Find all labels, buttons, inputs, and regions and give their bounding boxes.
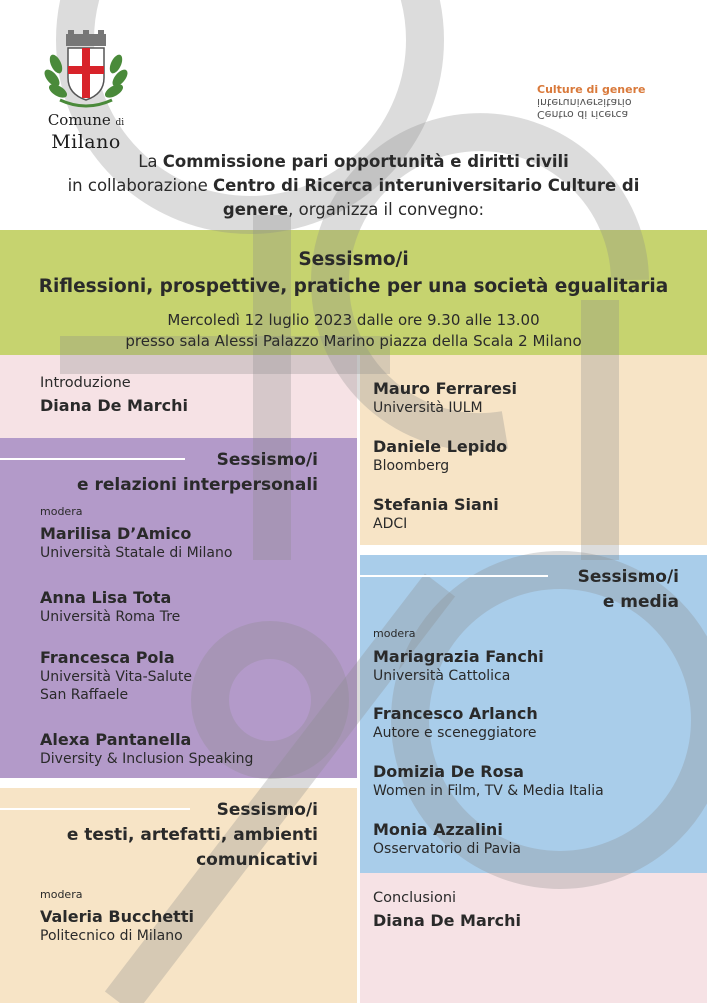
event-title-line1: Sessismo/i	[298, 249, 409, 270]
speaker-affiliation: Osservatorio di Pavia	[373, 841, 521, 857]
intro-l2b: Centro di Ricerca interuniversitario Culture di	[212, 176, 640, 195]
section1-speaker	[40, 588, 180, 626]
intro-l3a: genere	[222, 200, 289, 219]
intro-l3b: , organizza il convegno:	[288, 200, 485, 219]
speaker-affiliation: Women in Film, TV & Media Italia	[373, 783, 604, 799]
cdg-sub1: interuniversitario	[537, 96, 632, 109]
speaker-name: Marilisa D’Amico	[40, 524, 192, 543]
speaker-name: Anna Lisa Tota	[40, 588, 172, 607]
section3-modera: modera	[373, 627, 416, 640]
closing-label: Conclusioni	[373, 890, 457, 906]
section3-title	[373, 565, 679, 615]
speaker-affiliation: Università IULM	[373, 400, 483, 416]
section2-title3: comunicativi	[196, 850, 318, 870]
cdg-sub2: Centro di ricerca	[537, 108, 629, 121]
section3-speaker	[373, 820, 521, 858]
intro-l1b: Commissione pari opportunità e diritti civili	[162, 152, 569, 171]
section3-speaker	[373, 704, 538, 742]
culture-di-genere-logo	[537, 84, 667, 120]
speaker-name: Mauro Ferraresi	[373, 379, 518, 398]
section3-title1: Sessismo/i	[577, 567, 679, 587]
section1-title	[40, 448, 318, 498]
speaker-affiliation: Università Cattolica	[373, 668, 511, 684]
section3-speaker	[373, 647, 544, 685]
intro-l1a: La	[138, 152, 163, 171]
closing	[373, 889, 521, 931]
speaker-name: Domizia De Rosa	[373, 762, 524, 781]
section1-modera: modera	[40, 505, 83, 518]
logo-line1-small: di	[115, 118, 125, 128]
speaker-affiliation: Autore e sceneggiatore	[373, 725, 537, 741]
speaker-name: Monia Azzalini	[373, 820, 503, 839]
speaker-name: Francesco Arlanch	[373, 704, 538, 723]
event-info	[0, 310, 707, 352]
event-place: presso sala Alessi Palazzo Marino piazza della Scala 2 Milano	[125, 332, 582, 350]
opening	[40, 374, 188, 416]
speaker-name: Alexa Pantanella	[40, 730, 192, 749]
section1-moderator-label	[40, 505, 82, 519]
section2-title2: e testi, artefatti, ambienti	[66, 825, 318, 845]
section3-speaker	[373, 762, 604, 800]
section2-modera: modera	[40, 888, 83, 901]
section1-speaker	[40, 730, 253, 768]
section2-title	[40, 798, 318, 873]
opening-label: Introduzione	[40, 375, 131, 391]
speaker-affiliation: Politecnico di Milano	[40, 928, 183, 944]
right-speaker	[373, 437, 507, 475]
section2-title1: Sessismo/i	[216, 800, 318, 820]
speaker-affiliation: Università Statale di Milano	[40, 545, 233, 561]
right-speaker	[373, 379, 517, 417]
section2-moderator-label	[40, 888, 82, 902]
event-date: Mercoledì 12 luglio 2023 dalle ore 9.30 alle 13.00	[167, 311, 540, 329]
speaker-affiliation: Università Vita-Salute	[40, 669, 192, 685]
section1-title1: Sessismo/i	[216, 450, 318, 470]
opening-name: Diana De Marchi	[40, 396, 188, 415]
logo-line2: Milano	[51, 131, 121, 153]
coat-of-arms-icon	[40, 28, 132, 112]
intro-l2a: in collaborazione	[67, 176, 213, 195]
section1-speaker	[40, 648, 192, 704]
event-title-line2: Riflessioni, prospettive, pratiche per una società egualitaria	[38, 276, 669, 297]
cdg-title: Culture di genere	[537, 83, 646, 96]
section1-speaker	[40, 524, 232, 562]
speaker-affiliation: Bloomberg	[373, 458, 450, 474]
speaker-name: Valeria Bucchetti	[40, 907, 194, 926]
speaker-affiliation: ADCI	[373, 516, 408, 532]
right-speaker	[373, 495, 499, 533]
intro-text	[40, 150, 667, 222]
event-title	[0, 246, 707, 300]
speaker-name: Daniele Lepido	[373, 437, 508, 456]
speaker-affiliation: Università Roma Tre	[40, 609, 181, 625]
section1-title2: e relazioni interpersonali	[77, 475, 318, 495]
speaker-name: Francesca Pola	[40, 648, 175, 667]
speaker-name: Stefania Siani	[373, 495, 499, 514]
section3-moderator-label	[373, 627, 415, 641]
comune-milano-logo	[40, 28, 132, 154]
section2-speaker	[40, 907, 194, 945]
speaker-affiliation-line2: San Raffaele	[40, 687, 129, 703]
section3-title2: e media	[602, 592, 679, 612]
speaker-affiliation: Diversity & Inclusion Speaking	[40, 751, 254, 767]
logo-line1: Comune	[47, 111, 111, 129]
speaker-name: Mariagrazia Fanchi	[373, 647, 544, 666]
closing-name: Diana De Marchi	[373, 911, 521, 930]
